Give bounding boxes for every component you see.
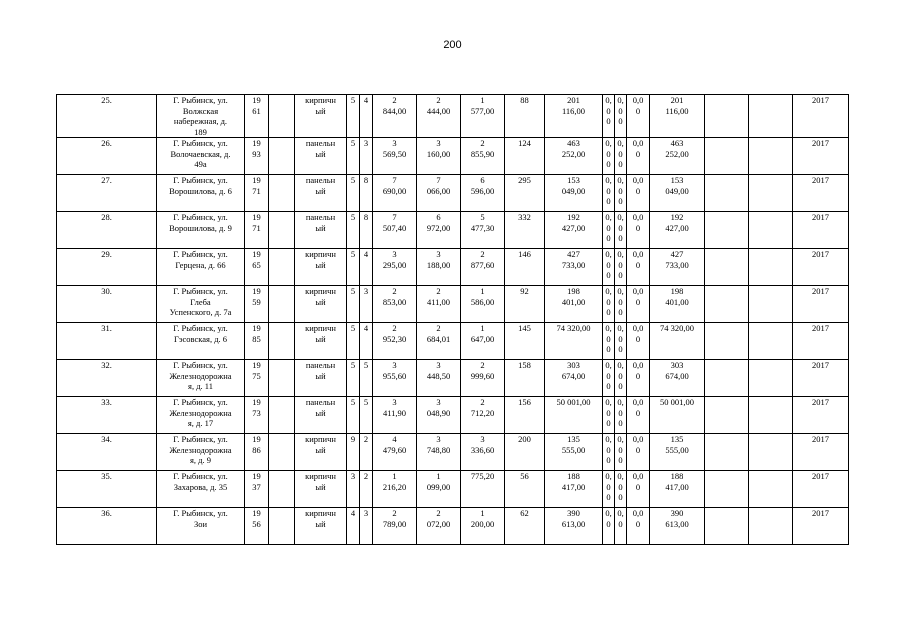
address-cell: Г. Рыбинск, ул. Гэсовская, д. 6	[157, 323, 245, 360]
cost-cell: 153 049,00	[545, 175, 603, 212]
entrances-cell: 4	[360, 95, 373, 138]
table-row	[57, 95, 849, 138]
empty-cell	[269, 434, 295, 471]
build-year-cell: 19 93	[245, 138, 269, 175]
cost-cell: 463 252,00	[545, 138, 603, 175]
row-number: 36.	[57, 508, 157, 545]
zero-cell-3: 0,0 0	[627, 249, 650, 286]
owners-funds-cell: 192 427,00	[650, 212, 705, 249]
build-year-cell: 19 71	[245, 175, 269, 212]
empty-cell	[705, 434, 749, 471]
zero-cell-2: 0, 0 0	[615, 471, 627, 508]
build-year-cell: 19 73	[245, 397, 269, 434]
residents-count-cell: 295	[505, 175, 545, 212]
completion-year-cell: 2017	[793, 360, 849, 397]
empty-cell	[269, 249, 295, 286]
row-number: 26.	[57, 138, 157, 175]
completion-year-cell: 2017	[793, 397, 849, 434]
empty-cell	[749, 397, 793, 434]
zero-cell-2: 0, 0	[615, 508, 627, 545]
wall-material-cell: кирпичн ый	[295, 249, 347, 286]
total-area-cell: 1 216,20	[373, 471, 417, 508]
owners-funds-cell: 188 417,00	[650, 471, 705, 508]
residential-area-cell: 775,20	[461, 471, 505, 508]
cost-cell: 192 427,00	[545, 212, 603, 249]
zero-cell-3: 0,0 0	[627, 175, 650, 212]
zero-cell-3: 0,0 0	[627, 434, 650, 471]
empty-cell	[749, 323, 793, 360]
address-cell: Г. Рыбинск, ул. Ворошилова, д. 9	[157, 212, 245, 249]
zero-cell-1: 0, 0 0	[603, 323, 615, 360]
completion-year-cell: 2017	[793, 212, 849, 249]
entrances-cell: 2	[360, 434, 373, 471]
residential-area-cell: 1 200,00	[461, 508, 505, 545]
residents-count-cell: 156	[505, 397, 545, 434]
cost-cell: 198 401,00	[545, 286, 603, 323]
residential-area-cell: 2 855,90	[461, 138, 505, 175]
floors-cell: 5	[347, 323, 360, 360]
completion-year-cell: 2017	[793, 175, 849, 212]
empty-cell	[705, 471, 749, 508]
zero-cell-3: 0,0 0	[627, 397, 650, 434]
empty-cell	[269, 323, 295, 360]
zero-cell-3: 0,0 0	[627, 360, 650, 397]
residents-count-cell: 88	[505, 95, 545, 138]
premises-area-cell: 1 099,00	[417, 471, 461, 508]
zero-cell-3: 0,0 0	[627, 471, 650, 508]
entrances-cell: 8	[360, 175, 373, 212]
residents-count-cell: 145	[505, 323, 545, 360]
floors-cell: 5	[347, 175, 360, 212]
total-area-cell: 3 295,00	[373, 249, 417, 286]
empty-cell	[705, 138, 749, 175]
zero-cell-2: 0, 0 0	[615, 95, 627, 138]
owners-funds-cell: 427 733,00	[650, 249, 705, 286]
row-number: 28.	[57, 212, 157, 249]
owners-funds-cell: 390 613,00	[650, 508, 705, 545]
row-number: 27.	[57, 175, 157, 212]
entrances-cell: 8	[360, 212, 373, 249]
empty-cell	[269, 95, 295, 138]
address-cell: Г. Рыбинск, ул. Зои	[157, 508, 245, 545]
empty-cell	[705, 249, 749, 286]
address-cell: Г. Рыбинск, ул. Железнодорожна я, д. 17	[157, 397, 245, 434]
address-cell: Г. Рыбинск, ул. Глеба Успенского, д. 7а	[157, 286, 245, 323]
table-body	[57, 95, 849, 545]
cost-cell: 201 116,00	[545, 95, 603, 138]
owners-funds-cell: 201 116,00	[650, 95, 705, 138]
cost-cell: 303 674,00	[545, 360, 603, 397]
table-row	[57, 138, 849, 175]
residential-area-cell: 2 712,20	[461, 397, 505, 434]
residents-count-cell: 158	[505, 360, 545, 397]
entrances-cell: 5	[360, 360, 373, 397]
address-cell: Г. Рыбинск, ул. Железнодорожна я, д. 9	[157, 434, 245, 471]
zero-cell-3: 0,0 0	[627, 95, 650, 138]
table-row	[57, 212, 849, 249]
build-year-cell: 19 75	[245, 360, 269, 397]
wall-material-cell: панельн ый	[295, 397, 347, 434]
empty-cell	[705, 508, 749, 545]
wall-material-cell: панельн ый	[295, 212, 347, 249]
total-area-cell: 4 479,60	[373, 434, 417, 471]
address-cell: Г. Рыбинск, ул. Герцена, д. 66	[157, 249, 245, 286]
empty-cell	[269, 138, 295, 175]
residents-count-cell: 332	[505, 212, 545, 249]
residential-area-cell: 1 577,00	[461, 95, 505, 138]
row-number: 35.	[57, 471, 157, 508]
zero-cell-2: 0, 0 0	[615, 249, 627, 286]
table-row	[57, 434, 849, 471]
owners-funds-cell: 50 001,00	[650, 397, 705, 434]
floors-cell: 5	[347, 212, 360, 249]
entrances-cell: 3	[360, 286, 373, 323]
wall-material-cell: кирпичн ый	[295, 508, 347, 545]
cost-cell: 50 001,00	[545, 397, 603, 434]
zero-cell-3: 0,0 0	[627, 212, 650, 249]
total-area-cell: 7 507,40	[373, 212, 417, 249]
empty-cell	[269, 360, 295, 397]
zero-cell-1: 0, 0 0	[603, 95, 615, 138]
premises-area-cell: 7 066,00	[417, 175, 461, 212]
wall-material-cell: кирпичн ый	[295, 323, 347, 360]
housing-registry-table	[56, 94, 849, 545]
empty-cell	[705, 286, 749, 323]
zero-cell-2: 0, 0 0	[615, 175, 627, 212]
premises-area-cell: 3 160,00	[417, 138, 461, 175]
zero-cell-3: 0,0 0	[627, 508, 650, 545]
total-area-cell: 2 853,00	[373, 286, 417, 323]
zero-cell-3: 0,0 0	[627, 286, 650, 323]
cost-cell: 74 320,00	[545, 323, 603, 360]
owners-funds-cell: 74 320,00	[650, 323, 705, 360]
empty-cell	[269, 397, 295, 434]
zero-cell-2: 0, 0 0	[615, 212, 627, 249]
address-cell: Г. Рыбинск, ул. Волочаевская, д. 49а	[157, 138, 245, 175]
zero-cell-2: 0, 0 0	[615, 434, 627, 471]
completion-year-cell: 2017	[793, 471, 849, 508]
total-area-cell: 2 952,30	[373, 323, 417, 360]
wall-material-cell: кирпичн ый	[295, 286, 347, 323]
floors-cell: 5	[347, 286, 360, 323]
entrances-cell: 5	[360, 397, 373, 434]
total-area-cell: 2 789,00	[373, 508, 417, 545]
total-area-cell: 7 690,00	[373, 175, 417, 212]
empty-cell	[269, 508, 295, 545]
build-year-cell: 19 61	[245, 95, 269, 138]
residential-area-cell: 1 586,00	[461, 286, 505, 323]
residents-count-cell: 146	[505, 249, 545, 286]
page-number: 200	[443, 39, 462, 51]
floors-cell: 5	[347, 95, 360, 138]
zero-cell-1: 0, 0 0	[603, 249, 615, 286]
build-year-cell: 19 37	[245, 471, 269, 508]
completion-year-cell: 2017	[793, 508, 849, 545]
completion-year-cell: 2017	[793, 95, 849, 138]
residential-area-cell: 2 877,60	[461, 249, 505, 286]
floors-cell: 4	[347, 508, 360, 545]
completion-year-cell: 2017	[793, 249, 849, 286]
empty-cell	[749, 508, 793, 545]
zero-cell-1: 0, 0 0	[603, 471, 615, 508]
floors-cell: 5	[347, 249, 360, 286]
total-area-cell: 2 844,00	[373, 95, 417, 138]
zero-cell-2: 0, 0 0	[615, 397, 627, 434]
empty-cell	[749, 286, 793, 323]
premises-area-cell: 3 188,00	[417, 249, 461, 286]
wall-material-cell: панельн ый	[295, 360, 347, 397]
empty-cell	[269, 175, 295, 212]
cost-cell: 135 555,00	[545, 434, 603, 471]
empty-cell	[749, 138, 793, 175]
entrances-cell: 2	[360, 471, 373, 508]
empty-cell	[705, 212, 749, 249]
premises-area-cell: 2 072,00	[417, 508, 461, 545]
residents-count-cell: 124	[505, 138, 545, 175]
premises-area-cell: 3 748,80	[417, 434, 461, 471]
row-number: 32.	[57, 360, 157, 397]
floors-cell: 5	[347, 138, 360, 175]
empty-cell	[705, 360, 749, 397]
premises-area-cell: 2 444,00	[417, 95, 461, 138]
address-cell: Г. Рыбинск, ул. Железнодорожна я, д. 11	[157, 360, 245, 397]
completion-year-cell: 2017	[793, 138, 849, 175]
empty-cell	[705, 397, 749, 434]
zero-cell-1: 0, 0 0	[603, 212, 615, 249]
build-year-cell: 19 71	[245, 212, 269, 249]
entrances-cell: 3	[360, 508, 373, 545]
premises-area-cell: 3 448,50	[417, 360, 461, 397]
empty-cell	[749, 175, 793, 212]
table-row	[57, 397, 849, 434]
completion-year-cell: 2017	[793, 323, 849, 360]
build-year-cell: 19 86	[245, 434, 269, 471]
zero-cell-3: 0,0 0	[627, 138, 650, 175]
owners-funds-cell: 463 252,00	[650, 138, 705, 175]
empty-cell	[269, 471, 295, 508]
row-number: 31.	[57, 323, 157, 360]
table-row	[57, 323, 849, 360]
floors-cell: 5	[347, 360, 360, 397]
address-cell: Г. Рыбинск, ул. Ворошилова, д. 6	[157, 175, 245, 212]
row-number: 34.	[57, 434, 157, 471]
table-row	[57, 360, 849, 397]
address-cell: Г. Рыбинск, ул. Волжская набережная, д. 189	[157, 95, 245, 138]
owners-funds-cell: 135 555,00	[650, 434, 705, 471]
empty-cell	[269, 212, 295, 249]
owners-funds-cell: 153 049,00	[650, 175, 705, 212]
zero-cell-2: 0, 0 0	[615, 286, 627, 323]
table-row	[57, 508, 849, 545]
zero-cell-1: 0, 0 0	[603, 397, 615, 434]
residential-area-cell: 2 999,60	[461, 360, 505, 397]
residential-area-cell: 1 647,00	[461, 323, 505, 360]
residents-count-cell: 200	[505, 434, 545, 471]
empty-cell	[705, 175, 749, 212]
build-year-cell: 19 65	[245, 249, 269, 286]
address-cell: Г. Рыбинск, ул. Захарова, д. 35	[157, 471, 245, 508]
floors-cell: 5	[347, 397, 360, 434]
entrances-cell: 4	[360, 323, 373, 360]
build-year-cell: 19 85	[245, 323, 269, 360]
zero-cell-1: 0, 0 0	[603, 434, 615, 471]
empty-cell	[705, 323, 749, 360]
zero-cell-1: 0, 0 0	[603, 138, 615, 175]
owners-funds-cell: 303 674,00	[650, 360, 705, 397]
row-number: 29.	[57, 249, 157, 286]
empty-cell	[269, 286, 295, 323]
premises-area-cell: 2 411,00	[417, 286, 461, 323]
premises-area-cell: 3 048,90	[417, 397, 461, 434]
empty-cell	[749, 212, 793, 249]
cost-cell: 390 613,00	[545, 508, 603, 545]
zero-cell-1: 0, 0	[603, 508, 615, 545]
build-year-cell: 19 56	[245, 508, 269, 545]
empty-cell	[749, 95, 793, 138]
residential-area-cell: 6 596,00	[461, 175, 505, 212]
entrances-cell: 4	[360, 249, 373, 286]
table-row	[57, 249, 849, 286]
table-row	[57, 175, 849, 212]
empty-cell	[705, 95, 749, 138]
owners-funds-cell: 198 401,00	[650, 286, 705, 323]
row-number: 30.	[57, 286, 157, 323]
zero-cell-1: 0, 0 0	[603, 286, 615, 323]
empty-cell	[749, 360, 793, 397]
residential-area-cell: 3 336,60	[461, 434, 505, 471]
empty-cell	[749, 249, 793, 286]
wall-material-cell: кирпичн ый	[295, 95, 347, 138]
floors-cell: 9	[347, 434, 360, 471]
zero-cell-2: 0, 0 0	[615, 323, 627, 360]
completion-year-cell: 2017	[793, 286, 849, 323]
empty-cell	[749, 434, 793, 471]
completion-year-cell: 2017	[793, 434, 849, 471]
table-row	[57, 286, 849, 323]
build-year-cell: 19 59	[245, 286, 269, 323]
residential-area-cell: 5 477,30	[461, 212, 505, 249]
cost-cell: 427 733,00	[545, 249, 603, 286]
residents-count-cell: 56	[505, 471, 545, 508]
premises-area-cell: 6 972,00	[417, 212, 461, 249]
wall-material-cell: кирпичн ый	[295, 471, 347, 508]
zero-cell-3: 0,0 0	[627, 323, 650, 360]
floors-cell: 3	[347, 471, 360, 508]
residents-count-cell: 62	[505, 508, 545, 545]
row-number: 33.	[57, 397, 157, 434]
empty-cell	[749, 471, 793, 508]
zero-cell-1: 0, 0 0	[603, 175, 615, 212]
total-area-cell: 3 411,90	[373, 397, 417, 434]
wall-material-cell: панельн ый	[295, 138, 347, 175]
zero-cell-1: 0, 0 0	[603, 360, 615, 397]
premises-area-cell: 2 684,01	[417, 323, 461, 360]
zero-cell-2: 0, 0 0	[615, 360, 627, 397]
table-row	[57, 471, 849, 508]
cost-cell: 188 417,00	[545, 471, 603, 508]
residents-count-cell: 92	[505, 286, 545, 323]
zero-cell-2: 0, 0 0	[615, 138, 627, 175]
total-area-cell: 3 569,50	[373, 138, 417, 175]
total-area-cell: 3 955,60	[373, 360, 417, 397]
row-number: 25.	[57, 95, 157, 138]
wall-material-cell: кирпичн ый	[295, 434, 347, 471]
wall-material-cell: панельн ый	[295, 175, 347, 212]
entrances-cell: 3	[360, 138, 373, 175]
